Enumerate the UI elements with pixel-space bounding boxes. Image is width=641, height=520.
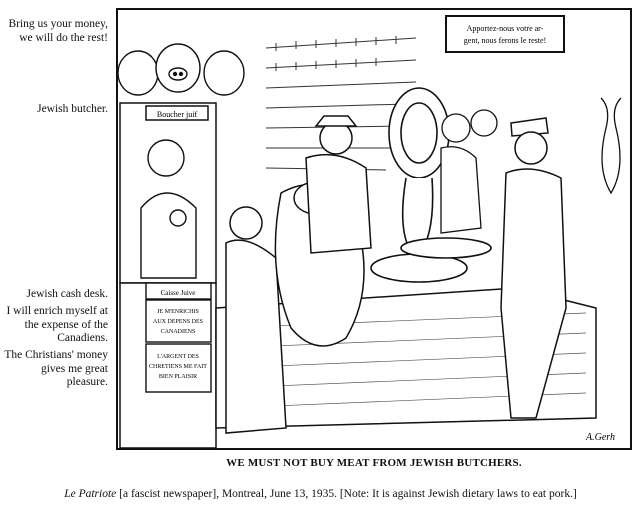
- sign-mid-2: AUX DEPENS DES: [152, 319, 204, 325]
- sign-apportez-line2: gent, nous ferons le reste!: [463, 36, 547, 45]
- sign-caisse-juive: Caisse Juive: [160, 289, 196, 297]
- sign-apportez-line1: Apportez-nous votre ar-: [466, 24, 544, 33]
- annotation-enrich-myself: I will enrich myself at the expense of the Canadiens.: [6, 305, 108, 344]
- cartoon-illustration: [116, 8, 632, 450]
- cartoon-caption: WE MUST NOT BUY MEAT FROM JEWISH BUTCHERS.: [226, 457, 522, 469]
- annotation-jewish-butcher: Jewish butcher.: [37, 103, 108, 115]
- sign-mid-1: JE M'ENRICHIS: [157, 309, 199, 315]
- annotation-bring-money: Bring us your money, we will do the rest!: [8, 18, 108, 44]
- sign-low-3: BIEN PLAISIR: [158, 374, 198, 380]
- artist-signature: A.Gerh: [586, 432, 615, 443]
- pig-heads: [118, 44, 244, 95]
- sign-apportez: [446, 16, 564, 52]
- source-publication: Le Patriote: [64, 488, 117, 500]
- sign-boucher-juif: Boucher juif: [156, 110, 198, 119]
- annotation-christians-money: The Christians' money gives me great pleasure.: [4, 349, 108, 388]
- sign-mid-3: CANADIENS: [160, 329, 196, 335]
- annotation-cash-desk: Jewish cash desk.: [26, 288, 108, 300]
- sign-low-1: L'ARGENT DES: [157, 354, 199, 360]
- sign-low-2: CHRETIENS ME FAIT: [149, 364, 207, 370]
- source-line: [0, 488, 641, 500]
- source-details: [a fascist newspaper], Montreal, June 13, 1935. [Note: It is against Jewish dietary laws to eat pork.]: [116, 488, 577, 500]
